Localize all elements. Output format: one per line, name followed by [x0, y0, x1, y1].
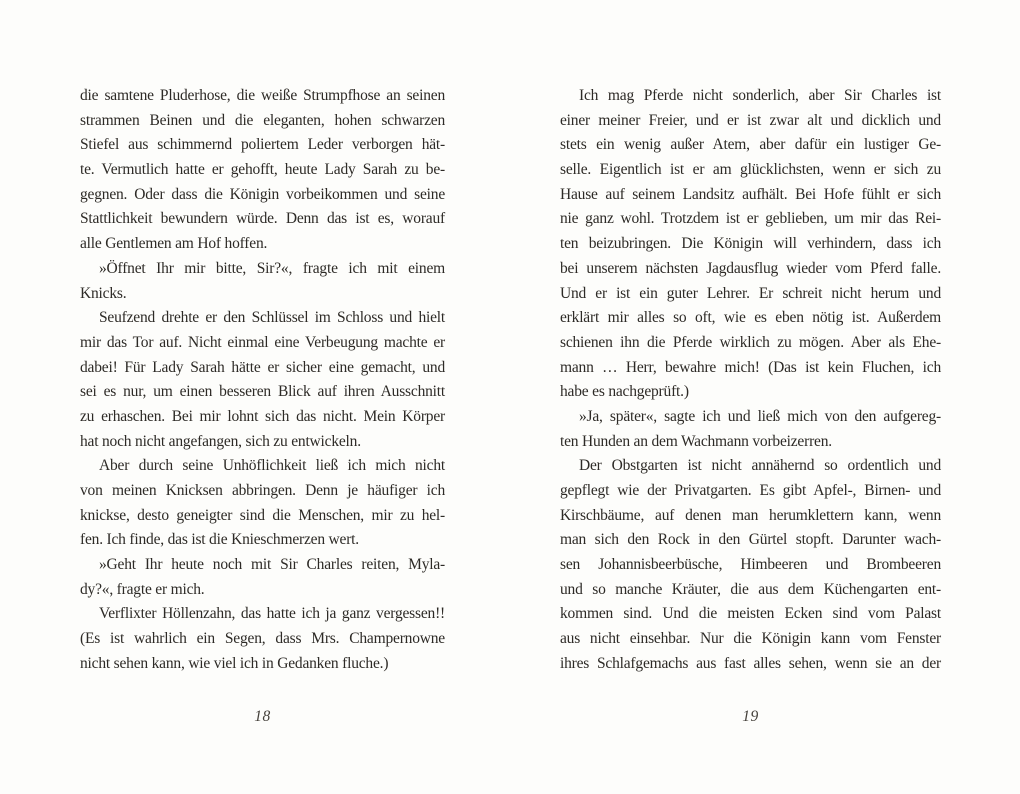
text-line: schienen ihn die Pferde wirklich zu mögen. Aber als Ehe- — [560, 333, 941, 351]
page-number-right: 19 — [742, 708, 759, 725]
text-line: strammen Beinen und die eleganten, hohen schwarzen — [80, 111, 445, 129]
text-line: mir das Tor auf. Nicht einmal eine Verbeugung machte er — [80, 333, 445, 351]
page-text-left — [80, 84, 445, 677]
text-line: selle. Eigentlich ist er am glücklichsten, wenn er sich zu — [560, 161, 941, 179]
book-page-right — [560, 0, 941, 794]
text-line: Aber durch seine Unhöflichkeit ließ ich mich nicht — [99, 457, 445, 475]
text-line: nicht sehen kann, wie viel ich in Gedanken fluche.) — [80, 654, 389, 672]
text-line: dy?«, fragte er mich. — [80, 580, 205, 598]
text-line: einer meiner Freier, und er ist zwar alt und dicklich und — [560, 111, 941, 129]
text-line: Und er ist ein guter Lehrer. Er schreit nicht herum und — [560, 284, 941, 302]
text-line: Stiefel aus schimmernd poliertem Leder verborgen hät- — [80, 136, 445, 154]
text-line: gegnen. Oder dass die Königin vorbeikommen und seine — [80, 185, 445, 203]
text-line: knickse, desto geneigter sind die Menschen, mir zu hel- — [80, 506, 445, 524]
text-line: Verflixter Höllenzahn, das hatte ich ja ganz vergessen!! — [99, 605, 445, 623]
text-line: und so manche Kräuter, die aus dem Küchengarten ent- — [560, 580, 941, 598]
text-line: hat noch nicht angefangen, sich zu entwickeln. — [80, 432, 361, 450]
text-line: Kirschbäume, auf denen man herumklettern kann, wenn — [560, 506, 941, 524]
text-line: Ich mag Pferde nicht sonderlich, aber Sir Charles ist — [579, 87, 941, 104]
text-line: mann … Herr, bewahre mich! (Das ist kein Fluchen, ich — [560, 358, 941, 376]
text-line: ten Hunden an dem Wachmann vorbeizerren. — [560, 432, 832, 450]
text-line: fen. Ich finde, das ist die Knieschmerzen wert. — [80, 531, 359, 549]
text-line: zu erhaschen. Bei mir lohnt sich das nicht. Mein Körper — [80, 407, 445, 425]
text-line: die samtene Pluderhose, die weiße Strumpfhose an seinen — [80, 87, 445, 104]
page-text-right — [560, 84, 941, 677]
text-line: Der Obstgarten ist nicht annähernd so ordentlich und — [579, 457, 941, 475]
text-line: Stattlichkeit bewundern würde. Denn das ist es, worauf — [80, 210, 445, 228]
page-number-left: 18 — [254, 708, 271, 725]
text-line: (Es ist wahrlich ein Segen, dass Mrs. Champernowne — [80, 630, 445, 648]
text-line: nie ganz wohl. Trotzdem ist er geblieben, um mir das Rei- — [560, 210, 941, 228]
text-line: alle Gentlemen am Hof hoffen. — [80, 235, 268, 253]
book-page-left — [80, 0, 445, 794]
text-line: kommen sind. Und die meisten Ecken sind vom Palast — [560, 605, 941, 623]
text-line: sei es nur, um einen besseren Blick auf ihren Ausschnitt — [80, 383, 445, 401]
text-line: sen Johannisbeerbüsche, Himbeeren und Brombeeren — [560, 556, 941, 574]
text-line: »Geht Ihr heute noch mit Sir Charles reiten, Myla- — [99, 556, 445, 574]
text-line: stets ein wenig außer Atem, aber dafür ein lustiger Ge- — [560, 136, 941, 154]
text-line: ihres Schlafgemachs aus fast alles sehen, wenn sie an der — [560, 654, 941, 672]
text-line: gepflegt wie der Privatgarten. Es gibt Apfel-, Birnen- und — [560, 482, 941, 499]
text-line: von meinen Knicksen abbringen. Denn je häufiger ich — [80, 482, 445, 499]
text-line: bei unserem nächsten Jagdausflug wieder vom Pferd falle. — [560, 259, 941, 277]
text-line: »Ja, später«, sagte ich und ließ mich von den aufgereg- — [579, 407, 941, 425]
text-line: ten beizubringen. Die Königin will verhindern, dass ich — [560, 235, 941, 253]
text-line: »Öffnet Ihr mir bitte, Sir?«, fragte ich mit einem — [99, 259, 445, 277]
text-line: Seufzend drehte er den Schlüssel im Schloss und hielt — [99, 309, 445, 327]
text-line: habe es nachgeprüft.) — [560, 383, 689, 401]
text-line: Knicks. — [80, 284, 127, 302]
text-line: Hause auf seinem Landsitz aufhält. Bei Hofe fühlt er sich — [560, 185, 941, 203]
text-line: aus nicht einsehbar. Nur die Königin kann vom Fenster — [560, 630, 941, 648]
text-line: dabei! Für Lady Sarah hätte er sicher eine gemacht, und — [80, 358, 445, 376]
text-line: man sich den Rock in den Gürtel stopft. Darunter wach- — [560, 531, 941, 549]
text-line: erklärt mir alles so oft, wie es eben nötig ist. Außerdem — [560, 309, 941, 327]
text-line: te. Vermutlich hatte er gehofft, heute Lady Sarah zu be- — [80, 161, 445, 179]
